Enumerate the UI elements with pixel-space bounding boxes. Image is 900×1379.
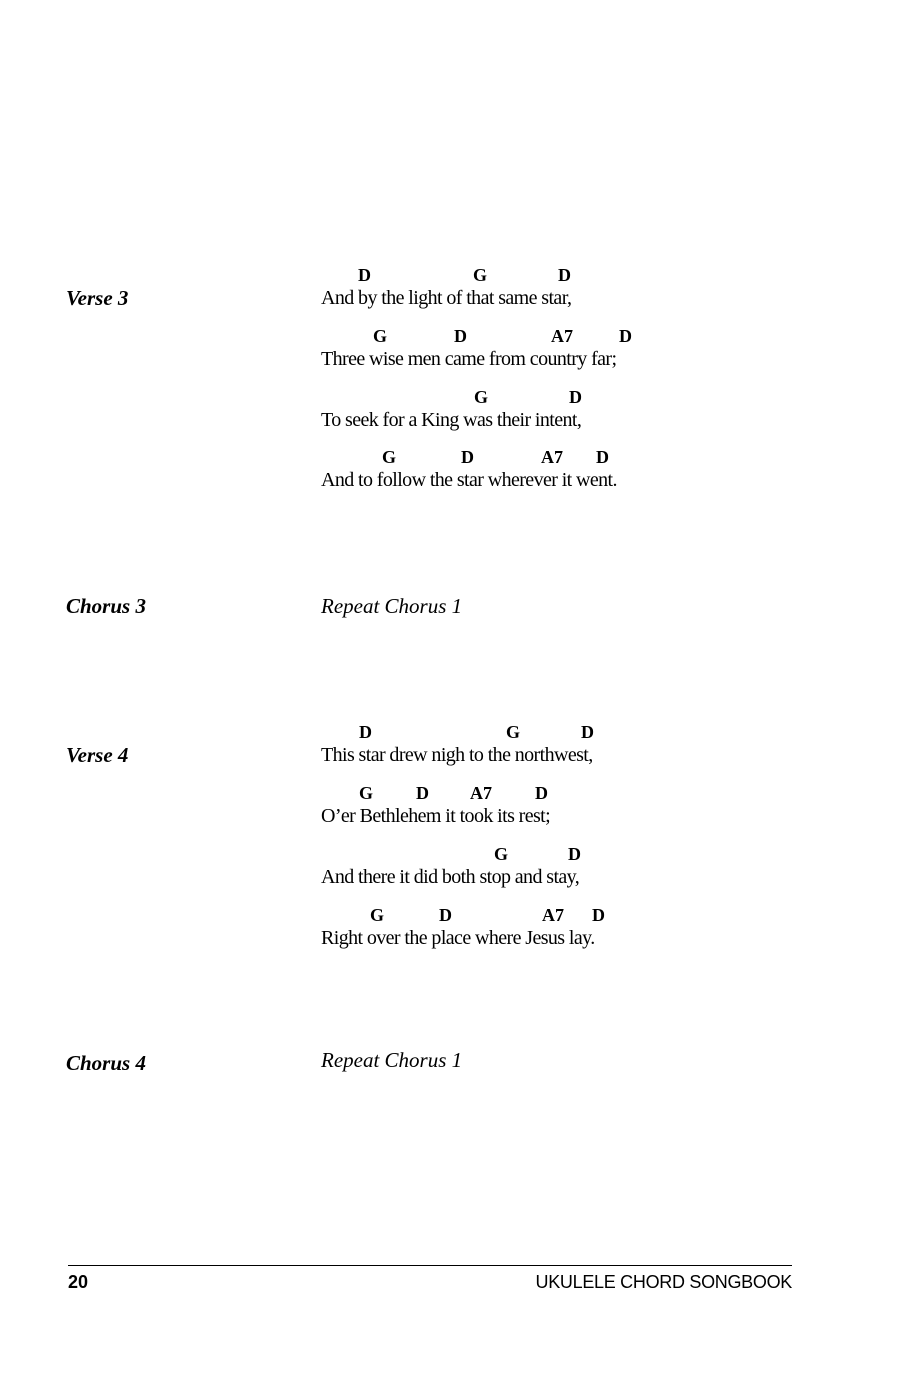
lyric-line: O’er Bethlehem it took its rest; (321, 805, 551, 827)
repeat-instruction: Repeat Chorus 1 (321, 1048, 463, 1072)
chord: D (581, 722, 594, 742)
chord: G (494, 844, 509, 864)
verse-4-line-3 (0, 841, 900, 901)
chord: G (506, 722, 521, 742)
chord: D (416, 783, 429, 803)
verse-3-line-3 (0, 384, 900, 444)
lyric-line: Three wise men came from country far; (321, 348, 617, 370)
chord: A7 (551, 326, 573, 346)
chord: A7 (541, 447, 563, 467)
chord: D (592, 905, 605, 925)
verse-4-line-1 (0, 719, 900, 779)
lyric-line: To seek for a King was their intent, (321, 409, 582, 431)
chord: D (558, 265, 571, 285)
page-number: 20 (68, 1272, 89, 1292)
lyric-line: And by the light of that same star, (321, 287, 572, 309)
chord: A7 (470, 783, 492, 803)
chord: G (474, 387, 489, 407)
verse-3-line-2 (0, 323, 900, 383)
chord: D (568, 844, 581, 864)
verse-4-line-2 (0, 780, 900, 840)
chord: D (454, 326, 467, 346)
section-label-chorus-3: Chorus 3 (66, 594, 146, 618)
lyric-line: Right over the place where Jesus lay. (321, 927, 595, 949)
chord: D (439, 905, 452, 925)
footer-rule (68, 1265, 792, 1266)
chord: D (461, 447, 474, 467)
chord: G (473, 265, 488, 285)
repeat-instruction: Repeat Chorus 1 (321, 594, 463, 618)
chord: D (535, 783, 548, 803)
verse-3-line-4 (0, 444, 900, 504)
chord: D (619, 326, 632, 346)
lyric-line: This star drew nigh to the northwest, (321, 744, 593, 766)
verse-4-line-4 (0, 902, 900, 962)
book-title: UKULELE CHORD SONGBOOK (535, 1272, 792, 1292)
chord: D (596, 447, 609, 467)
verse-3-line-1 (0, 262, 900, 322)
chord: A7 (542, 905, 564, 925)
chord: D (358, 265, 371, 285)
chord: G (382, 447, 397, 467)
chord: G (373, 326, 388, 346)
lyric-line: And there it did both stop and stay, (321, 866, 580, 888)
section-label-verse-4: Verse 4 (66, 743, 129, 767)
chord: G (370, 905, 385, 925)
chord: G (359, 783, 374, 803)
section-label-verse-3: Verse 3 (66, 286, 129, 310)
chord: D (569, 387, 582, 407)
chord: D (359, 722, 372, 742)
lyric-line: And to follow the star wherever it went. (321, 469, 617, 491)
section-label-chorus-4: Chorus 4 (66, 1051, 146, 1075)
